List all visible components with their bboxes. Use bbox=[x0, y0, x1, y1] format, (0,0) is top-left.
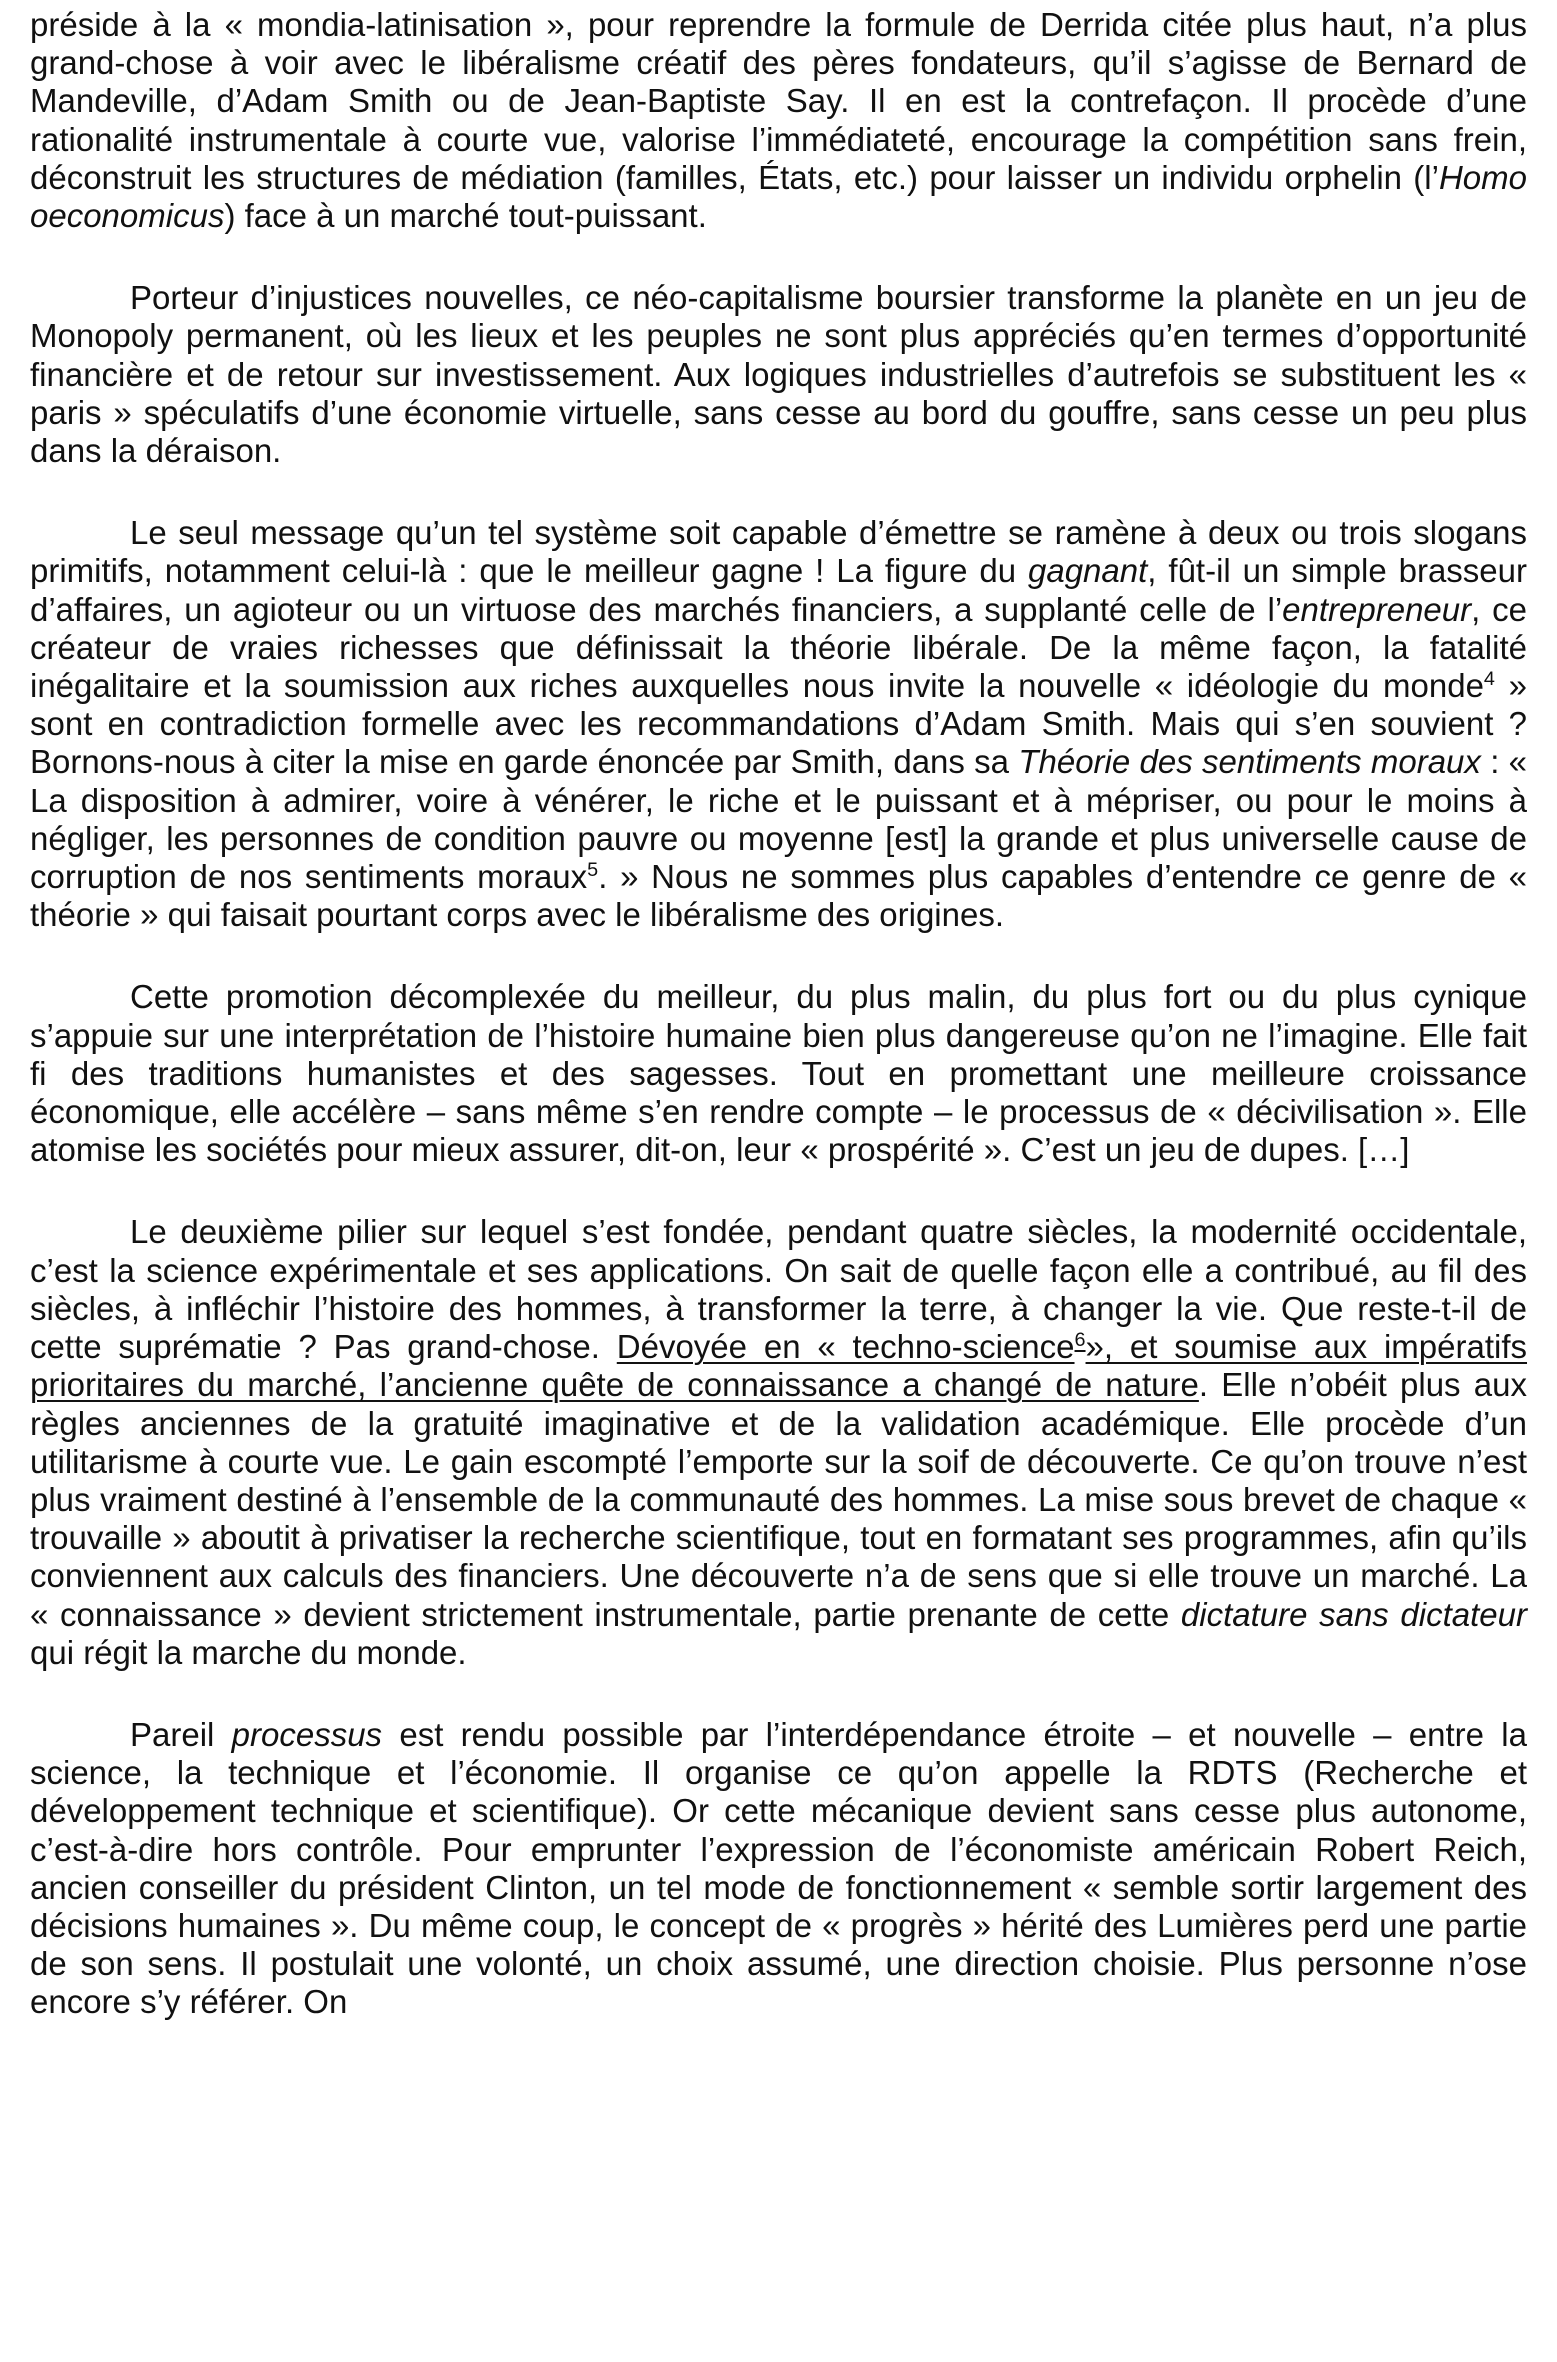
text-run: , fût-il un simple brasseur d’affaires, un agioteur ou un virtuose des marchés financiers, a supplanté celle de l’ bbox=[30, 552, 1527, 628]
footnote-ref: 6 bbox=[1074, 1329, 1086, 1352]
text-run: ) face à un marché tout-puissant. bbox=[224, 197, 707, 235]
paragraph-p1 bbox=[30, 6, 1527, 235]
text-run: Cette promotion décomplexée du meilleur, du plus malin, du plus fort ou du plus cynique s’appuie sur une interprétation de l’histoire humaine bien plus dangereuse qu’on ne l’imagine. Elle fait fi des traditions humanistes et des sagesses. Tout en promettant une meilleure croissance économique, elle accélère – sans même s’en rendre compte – le processus de « décivilisation ». Elle atomise les sociétés pour mieux assurer, dit-on, leur « prospérité ». C’est un jeu de dupes. […] bbox=[30, 978, 1527, 1169]
underlined-text: », et soumise aux impératifs prioritaires du marché, l’ancienne quête de connaissance a changé de nature bbox=[30, 1328, 1528, 1404]
italic-text: Homo oeconomicus bbox=[30, 158, 1527, 235]
paragraph-p2 bbox=[30, 279, 1527, 470]
paragraph-p6 bbox=[30, 1716, 1527, 2022]
paragraph-p3 bbox=[30, 514, 1527, 934]
text-run: Le deuxième pilier sur lequel s’est fondée, pendant quatre siècles, la modernité occidentale, c’est la science expérimentale et ses applications. On sait de quelle façon elle a contribué, au fil des siècles, à infléchir l’histoire des hommes, à transformer la terre, à changer la vie. Que reste-t-il de cette suprématie ? Pas grand-chose. bbox=[30, 1213, 1527, 1366]
italic-text: gagnant bbox=[1028, 552, 1148, 590]
text-run: préside à la « mondia-latinisation », pour reprendre la formule de Derrida citée plus haut, n’a plus grand-chose à voir avec le libéralisme créatif des pères fondateurs, qu’il s’agisse de Bernard de Mandeville, d’Adam Smith ou de Jean-Baptiste Say. Il en est la contrefaçon. Il procède d’une rationalité instrumentale à courte vue, valorise l’immédiateté, encourage la compétition sans frein, déconstruit les structures de médiation (familles, États, etc.) pour laisser un individu orphelin (l’ bbox=[30, 6, 1527, 196]
italic-text: Théorie des sentiments moraux bbox=[1018, 743, 1481, 781]
text-run: Le seul message qu’un tel système soit capable d’émettre se ramène à deux ou trois slogans primitifs, notamment celui-là : que le meilleur gagne ! La figure du bbox=[30, 514, 1527, 590]
text-run: Pareil bbox=[130, 1715, 232, 1753]
text-run: Porteur d’injustices nouvelles, ce néo-capitalisme boursier transforme la planète en un jeu de Monopoly permanent, où les lieux et les peuples ne sont plus appréciés qu’en termes d’opportunité financière et de retour sur investissement. Aux logiques industrielles d’autrefois se substituent les « paris » spéculatifs d’une économie virtuelle, sans cesse au bord du gouffre, sans cesse un peu plus dans la déraison. bbox=[30, 279, 1527, 470]
text-run: . » Nous ne sommes plus capables d’entendre ce genre de « théorie » qui faisait pourtant corps avec le libéralisme des origines. bbox=[30, 858, 1528, 934]
footnote-ref: 4 bbox=[1483, 668, 1495, 691]
paragraph-p4 bbox=[30, 978, 1527, 1169]
footnote-ref: 5 bbox=[587, 859, 599, 882]
italic-text: processus bbox=[231, 1715, 383, 1753]
document-body bbox=[30, 6, 1527, 2022]
paragraph-p5 bbox=[30, 1213, 1527, 1671]
text-run: qui régit la marche du monde. bbox=[30, 1633, 467, 1671]
italic-text: entrepreneur bbox=[1282, 590, 1472, 628]
text-run: . Elle n’obéit plus aux règles anciennes de la gratuité imaginative et de la validation académique. Elle procède d’un utilitarisme à courte vue. Le gain escompté l’emporte sur la soif de découverte. Ce qu’on trouve n’est plus vraiment destiné à l’ensemble de la communauté des hommes. La mise sous brevet de chaque « trouvaille » aboutit à privatiser la recherche scientifique, tout en formatant ses programmes, afin qu’ils conviennent aux calculs des financiers. Une découverte n’a de sens que si elle trouve un marché. La « connaissance » devient strictement instrumentale, partie prenante de cette bbox=[30, 1366, 1527, 1633]
text-run: , ce créateur de vraies richesses que définissait la théorie libérale. De la même façon, la fatalité inégalitaire et la soumission aux riches auxquelles nous invite la nouvelle « idéologie du monde bbox=[30, 590, 1527, 705]
underlined-text: Dévoyée en « techno-science bbox=[616, 1328, 1075, 1366]
italic-text: dictature sans dictateur bbox=[1180, 1595, 1527, 1633]
text-run: est rendu possible par l’interdépendance étroite – et nouvelle – entre la science, la technique et l’économie. Il organise ce qu’on appelle la RDTS (Recherche et développement technique et scientifique). Or cette mécanique devient sans cesse plus autonome, c’est-à-dire hors contrôle. Pour emprunter l’expression de l’économiste américain Robert Reich, ancien conseiller du président Clinton, un tel mode de fonctionnement « semble sortir largement des décisions humaines ». Du même coup, le concept de « progrès » hérité des Lumières perd une partie de son sens. Il postulait une volonté, un choix assumé, une direction choisie. Plus personne n’ose encore s’y référer. On bbox=[30, 1715, 1527, 2021]
text-run: » sont en contradiction formelle avec les recommandations d’Adam Smith. Mais qui s’en souvient ? Bornons-nous à citer la mise en garde énoncée par Smith, dans sa bbox=[30, 667, 1527, 781]
text-run: : « La disposition à admirer, voire à vénérer, le riche et le puissant et à mépriser, ou pour le moins à négliger, les personnes de condition pauvre ou moyenne [est] la grande et plus universelle cause de corruption de nos sentiments moraux bbox=[30, 743, 1528, 896]
